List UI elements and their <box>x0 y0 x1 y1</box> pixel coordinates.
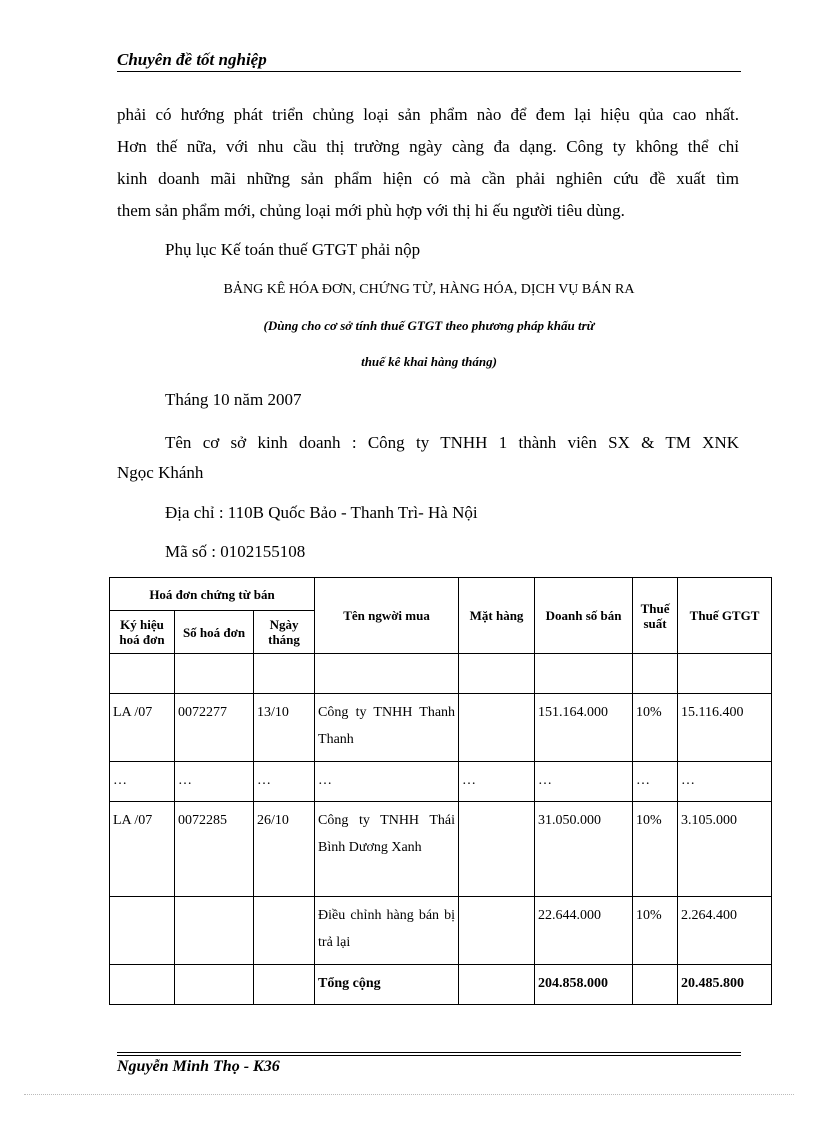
page-edge <box>24 1094 794 1095</box>
footer-author: Nguyễn Minh Thọ - K36 <box>117 1058 280 1075</box>
cell-rate: 10% <box>633 802 678 897</box>
cell-number: 0072277 <box>175 694 254 762</box>
cell-number: … <box>175 762 254 802</box>
cell-rate: 10% <box>633 897 678 965</box>
cell-vat: 2.264.400 <box>678 897 772 965</box>
cell-number: 0072285 <box>175 802 254 897</box>
cell-item <box>459 802 535 897</box>
cell-item <box>459 897 535 965</box>
cell-buyer: Công ty TNHH Thái Bình Dương Xanh <box>315 802 459 897</box>
appendix-label: Phụ lục Kế toán thuế GTGT phải nộp <box>165 240 421 259</box>
col-header-number: Số hoá đơn <box>175 611 254 654</box>
table-row <box>110 762 772 802</box>
cell-revenue: 31.050.000 <box>535 802 633 897</box>
cell-symbol: … <box>110 762 175 802</box>
table-row <box>110 694 772 762</box>
total-vat: 20.485.800 <box>678 965 772 1005</box>
intro-line: kinh doanh mãi những sản phẩm hiện có mà cần phải nghiên cứu đề xuất tìm <box>117 169 739 188</box>
cell-symbol: LA /07 <box>110 694 175 762</box>
cell-date: 26/10 <box>254 802 315 897</box>
table-title: BẢNG KÊ HÓA ĐƠN, CHỨNG TỪ, HÀNG HÓA, DỊCH VỤ BÁN RA <box>223 282 635 297</box>
intro-line: them sản phẩm mới, chủng loại mới phù hợp với thị hi ếu người tiêu dùng. <box>117 201 625 220</box>
cell-symbol <box>110 897 175 965</box>
business-name-line2: Ngọc Khánh <box>117 463 204 482</box>
cell-vat: 15.116.400 <box>678 694 772 762</box>
intro-line: Hơn thế nữa, với nhu cầu thị trường ngày càng đa dạng. Công ty không thể chỉ <box>117 137 739 156</box>
col-header-item: Mặt hàng <box>459 578 535 654</box>
table-note-line1: (Dùng cho cơ sở tính thuế GTGT theo phương pháp khấu trừ <box>263 318 595 333</box>
cell-revenue: 151.164.000 <box>535 694 633 762</box>
cell-date <box>254 897 315 965</box>
cell-rate: 10% <box>633 694 678 762</box>
cell-number <box>175 897 254 965</box>
business-name-line1: Tên cơ sở kinh doanh : Công ty TNHH 1 thành viên SX & TM XNK <box>165 433 739 452</box>
group-header: Hoá đơn chứng từ bán <box>110 578 315 611</box>
cell-date: … <box>254 762 315 802</box>
footer-rule <box>117 1055 741 1056</box>
cell-buyer: Điều chỉnh hàng bán bị trả lại <box>315 897 459 965</box>
cell-rate: … <box>633 762 678 802</box>
header-rule <box>117 71 741 72</box>
col-header-symbol: Ký hiệu hoá đơn <box>110 611 175 654</box>
cell-vat: … <box>678 762 772 802</box>
table-total-row <box>110 965 772 1005</box>
col-header-vat: Thuế GTGT <box>678 578 772 654</box>
cell-item <box>459 694 535 762</box>
address: Địa chỉ : 110B Quốc Bảo - Thanh Trì- Hà Nội <box>165 503 478 522</box>
table-row <box>110 897 772 965</box>
col-header-date: Ngày tháng <box>254 611 315 654</box>
cell-vat: 3.105.000 <box>678 802 772 897</box>
table-row-empty <box>110 654 772 694</box>
invoice-table <box>109 577 772 1005</box>
cell-buyer: … <box>315 762 459 802</box>
cell-revenue: … <box>535 762 633 802</box>
col-header-revenue: Doanh số bán <box>535 578 633 654</box>
cell-date: 13/10 <box>254 694 315 762</box>
total-revenue: 204.858.000 <box>535 965 633 1005</box>
cell-buyer: Công ty TNHH Thanh Thanh <box>315 694 459 762</box>
cell-revenue: 22.644.000 <box>535 897 633 965</box>
business-name-block <box>165 427 739 459</box>
intro-paragraph <box>117 99 739 227</box>
total-label: Tổng cộng <box>315 965 459 1005</box>
cell-item: … <box>459 762 535 802</box>
col-header-buyer: Tên ngwời mua <box>315 578 459 654</box>
table-note-line2: thuế kê khai hàng tháng) <box>361 354 497 369</box>
table-row <box>110 802 772 897</box>
intro-line: phải có hướng phát triển chủng loại sản phẩm nào để đem lại hiệu qủa cao nhất. <box>117 105 739 124</box>
col-header-rate: Thuế suất <box>633 578 678 654</box>
header-title: Chuyên đề tốt nghiệp <box>117 50 267 69</box>
report-month: Tháng 10 năm 2007 <box>165 390 302 409</box>
footer-rule <box>117 1052 741 1053</box>
cell-symbol: LA /07 <box>110 802 175 897</box>
tax-code: Mã số : 0102155108 <box>165 542 306 561</box>
